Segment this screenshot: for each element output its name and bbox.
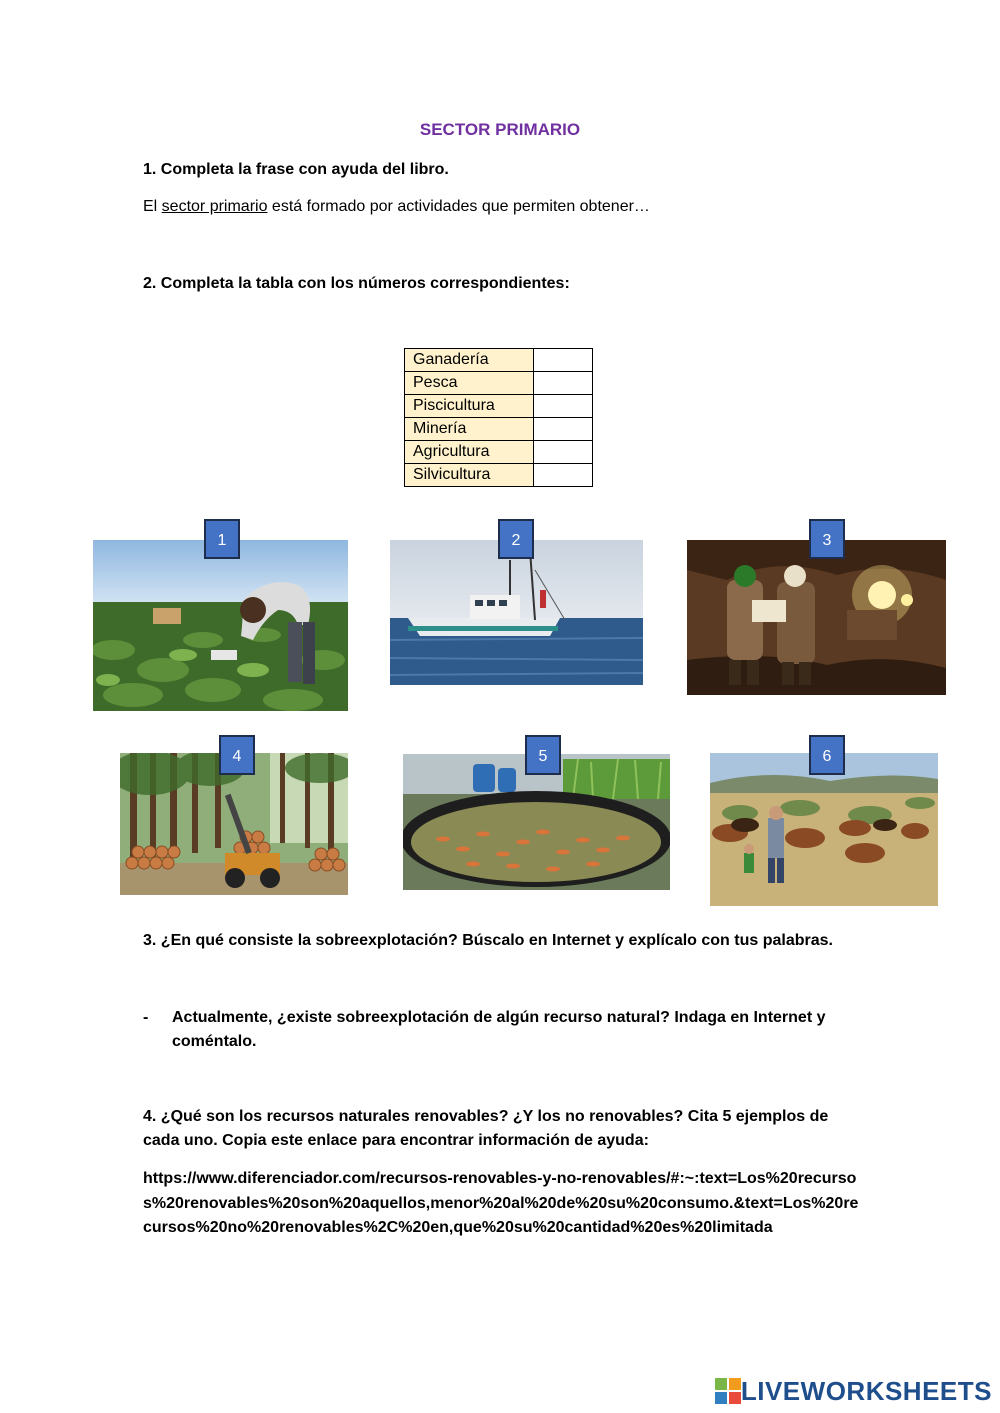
question-4-heading: 4. ¿Qué son los recursos naturales renovables? ¿Y los no renovables? Cita 5 ejemplos de cada uno. Copia este enlace para encontrar información de ayuda: (143, 1108, 829, 1149)
row-label: Minería (405, 418, 534, 441)
answer-cell[interactable] (534, 372, 593, 395)
answer-cell[interactable] (534, 464, 593, 487)
question-3-bullet: Actualmente, ¿existe sobreexplotación de algún recurso natural? Indaga en Internet y coméntalo. (172, 1009, 826, 1050)
photo-number-badge: 3 (809, 519, 845, 559)
photo-mining (687, 540, 946, 695)
activities-table (404, 348, 593, 487)
table-row (405, 349, 593, 372)
table-row (405, 372, 593, 395)
table-row (405, 418, 593, 441)
answer-cell[interactable] (534, 349, 593, 372)
logo-icon (715, 1378, 741, 1404)
sentence-term: sector primario (161, 198, 268, 215)
row-label: Silvicultura (405, 464, 534, 487)
question-3-heading: 3. ¿En qué consiste la sobreexplotación? Búscalo en Internet y explícalo con tus palabras. (143, 932, 833, 949)
question-1-heading: 1. Completa la frase con ayuda del libro. (143, 161, 449, 178)
sentence-start: El (143, 198, 162, 215)
answer-cell[interactable] (534, 418, 593, 441)
page-title: SECTOR PRIMARIO (419, 120, 581, 139)
table-row (405, 395, 593, 418)
answer-cell[interactable] (534, 395, 593, 418)
question-2-heading: 2. Completa la tabla con los números correspondientes: (143, 275, 570, 292)
table-row (405, 441, 593, 464)
row-label: Piscicultura (405, 395, 534, 418)
answer-cell[interactable] (534, 441, 593, 464)
photo-number-badge: 1 (204, 519, 240, 559)
logo-text: LIVEWORKSHEETS (740, 1375, 992, 1406)
row-label: Pesca (405, 372, 534, 395)
photo-number-badge: 5 (525, 735, 561, 775)
bullet-marker: - (143, 1009, 149, 1026)
sentence-end: está formado por actividades que permiten obtener… (267, 198, 650, 215)
row-label: Agricultura (405, 441, 534, 464)
question-1-sentence (143, 198, 650, 216)
photo-number-badge: 6 (809, 735, 845, 775)
table-row (405, 464, 593, 487)
photo-number-badge: 4 (219, 735, 255, 775)
photo-agriculture (93, 540, 348, 711)
help-link[interactable]: https://www.diferenciador.com/recursos-renovables-y-no-renovables/#:~:text=Los%20recursos%20renovables%20son%20aquellos,menor%20al%20de%20su%20consumo.&text=Los%20recursos%20no%20renovables%2C%20en,que%20su%20cantidad%20es%20limitada (143, 1170, 859, 1236)
liveworksheets-logo (715, 1377, 992, 1405)
photo-fishing (390, 540, 643, 685)
row-label: Ganadería (405, 349, 534, 372)
photo-number-badge: 2 (498, 519, 534, 559)
